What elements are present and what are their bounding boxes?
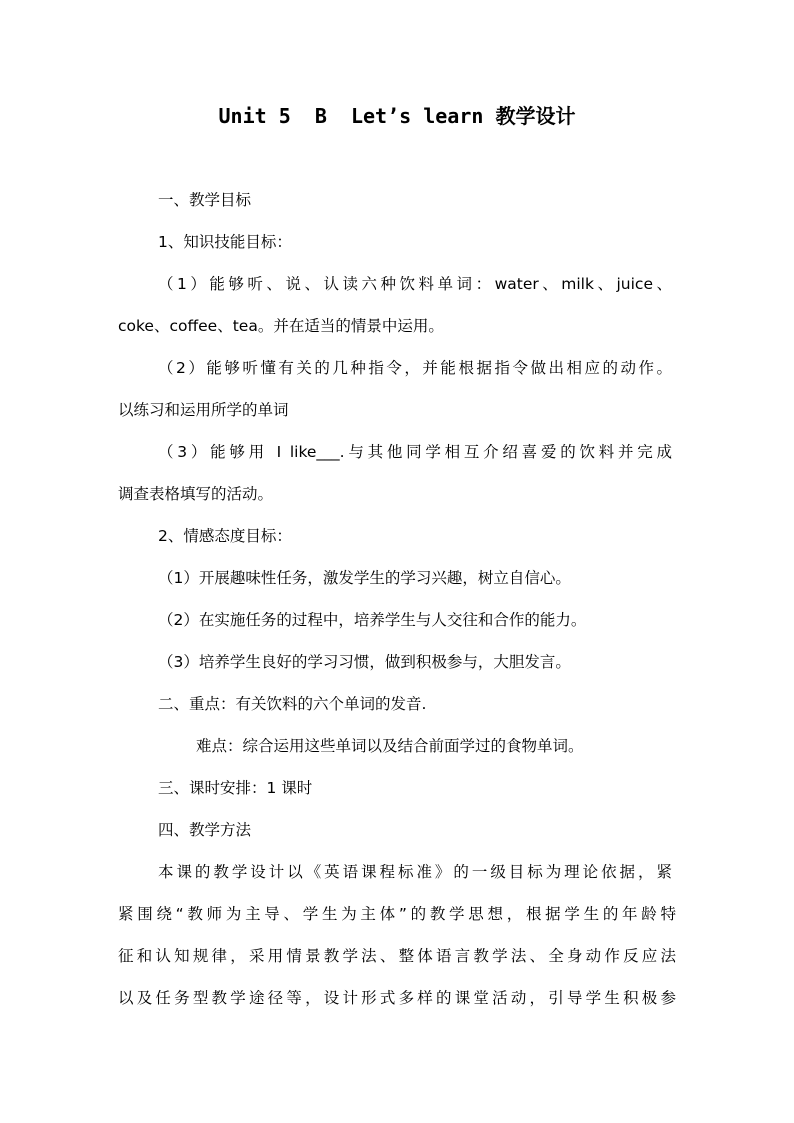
subheading-attitude: 2、情感态度目标：: [158, 527, 292, 545]
paragraph-line: （3）能够用 I like___.与其他同学相互介绍喜爱的饮料并完成: [158, 443, 672, 461]
list-item: （2）在实施任务的过程中，培养学生与人交往和合作的能力。: [158, 611, 587, 629]
paragraph-line: 以练习和运用所学的单词: [118, 401, 289, 419]
subheading-knowledge-skills: 1、知识技能目标：: [158, 233, 292, 251]
document-title: Unit 5 B Let’s learn 教学设计: [218, 104, 576, 128]
paragraph-line: （2）能够听懂有关的几种指令，并能根据指令做出相应的动作。: [158, 359, 672, 377]
section-heading-methods: 四、教学方法: [158, 821, 252, 839]
paragraph-line: 本课的教学设计以《英语课程标准》的一级目标为理论依据，紧: [158, 863, 672, 881]
paragraph-line: coke、coffee、tea。并在适当的情景中运用。: [118, 317, 444, 335]
section-heading-schedule: 三、课时安排：1 课时: [158, 779, 313, 797]
list-item: （3）培养学生良好的学习习惯，做到积极参与，大胆发言。: [158, 653, 571, 671]
difficulty-line: 难点：综合运用这些单词以及结合前面学过的食物单词。: [196, 737, 584, 755]
paragraph-line: （1）能够听、说、认读六种饮料单词：water、milk、juice、: [158, 275, 672, 293]
paragraph-line: 调查表格填写的活动。: [118, 485, 274, 503]
section-heading-key-points: 二、重点：有关饮料的六个单词的发音.: [158, 695, 427, 713]
paragraph-line: 以及任务型教学途径等，设计形式多样的课堂活动，引导学生积极参: [118, 989, 676, 1007]
list-item: （1）开展趣味性任务，激发学生的学习兴趣，树立自信心。: [158, 569, 571, 587]
paragraph-line: 紧围绕“教师为主导、学生为主体”的教学思想，根据学生的年龄特: [118, 905, 676, 923]
section-heading-objectives: 一、教学目标: [158, 191, 252, 209]
paragraph-line: 征和认知规律，采用情景教学法、整体语言教学法、全身动作反应法: [118, 947, 676, 965]
